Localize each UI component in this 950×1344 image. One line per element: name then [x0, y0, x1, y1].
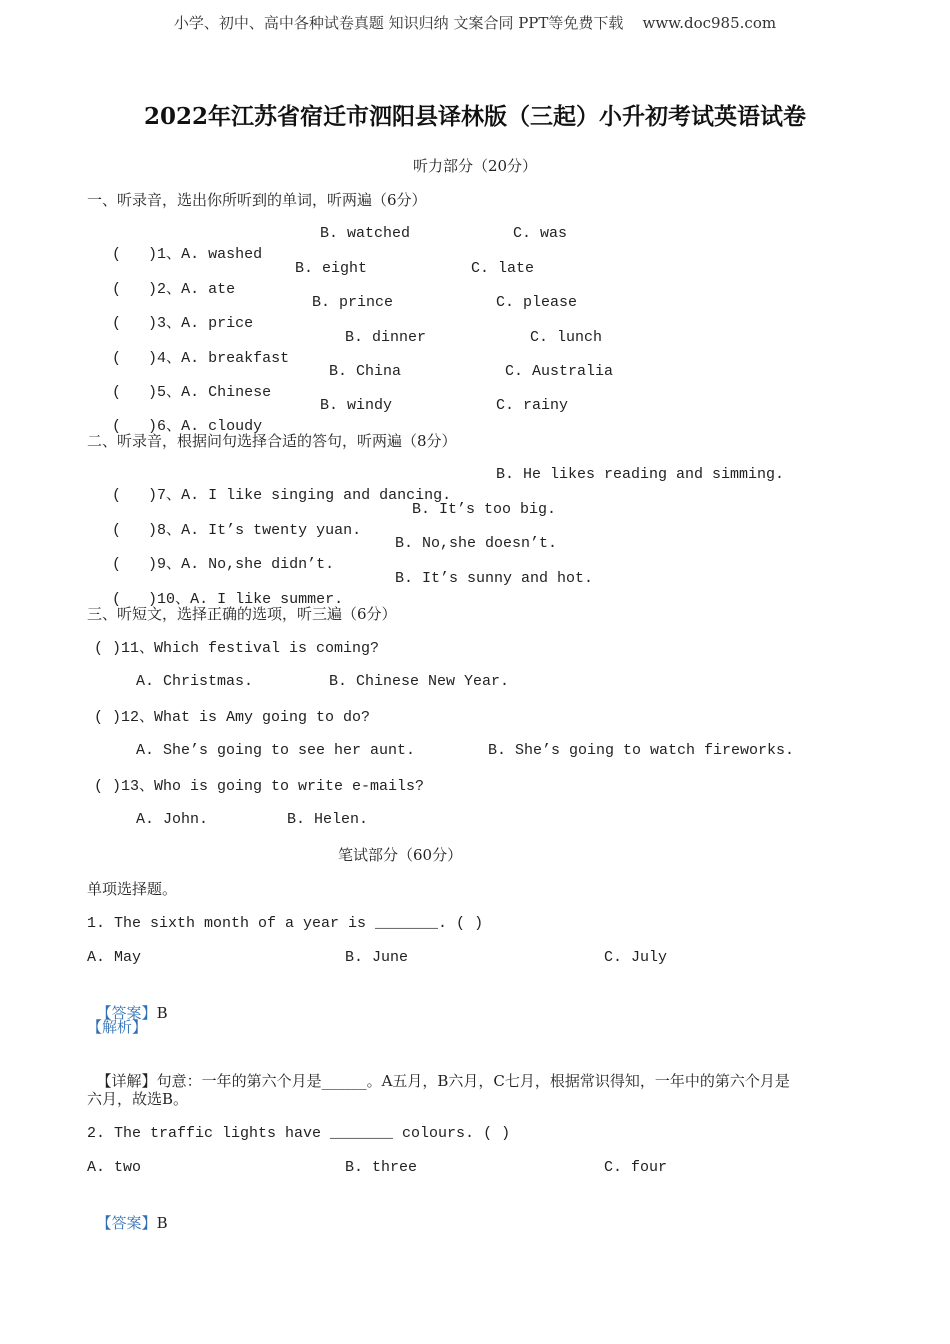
question-10: ( )10、A. I like summer. — [112, 591, 344, 608]
question-w1: 1. The sixth month of a year is _______. ( ) — [87, 915, 484, 932]
question-1: ( )1、A. washed — [112, 246, 263, 263]
question-6: ( )6、A. cloudy — [112, 418, 263, 435]
exam-title: 2022年江苏省宿迁市泗阳县译林版（三起）小升初考试英语试卷 — [143, 103, 806, 130]
written-heading: 笔试部分（60分） — [338, 846, 463, 864]
option-w2c: C. four — [604, 1159, 668, 1176]
option-4c: C. lunch — [530, 329, 603, 346]
option-1b: B. watched — [320, 225, 411, 242]
option-w1c: C. July — [604, 949, 668, 966]
question-11: ( )11、Which festival is coming? — [94, 640, 380, 657]
option-5b: B. China — [329, 363, 402, 380]
option-w2a: A. two — [87, 1159, 142, 1176]
question-12: ( )12、What is Amy going to do? — [94, 709, 371, 726]
option-13a: A. John. — [136, 811, 209, 828]
question-4: ( )4、A. breakfast — [112, 350, 290, 367]
option-9b: B. No,she doesn’t. — [395, 535, 558, 552]
option-6c: C. rainy — [496, 397, 569, 414]
question-5: ( )5、A. Chinese — [112, 384, 272, 401]
option-2b: B. eight — [295, 260, 368, 277]
question-8: ( )8、A. It’s twenty yuan. — [112, 522, 362, 539]
option-10b: B. It’s sunny and hot. — [395, 570, 594, 587]
option-11b: B. Chinese New Year. — [329, 673, 510, 690]
answer-w2: 【答案】B — [96, 1214, 168, 1232]
option-11a: A. Christmas. — [136, 673, 254, 690]
detail-w1-line2: 六月，故选B。 — [87, 1090, 189, 1108]
part3-heading: 三、听短文，选择正确的选项，听三遍（6分） — [87, 605, 397, 623]
question-2: ( )2、A. ate — [112, 281, 236, 298]
option-w1b: B. June — [345, 949, 409, 966]
option-6b: B. windy — [320, 397, 393, 414]
answer-w1: 【答案】B — [96, 1004, 168, 1022]
option-3c: C. please — [496, 294, 578, 311]
option-5c: C. Australia — [505, 363, 614, 380]
option-1c: C. was — [513, 225, 568, 242]
option-12a: A. She’s going to see her aunt. — [136, 742, 416, 759]
option-13b: B. Helen. — [287, 811, 369, 828]
option-12b: B. She’s going to watch fireworks. — [488, 742, 795, 759]
option-w1a: A. May — [87, 949, 142, 966]
question-13: ( )13、Who is going to write e-mails? — [94, 778, 425, 795]
detail-w1-line1: 【详解】句意：一年的第六个月是______。A五月，B六月，C七月，根据常识得知，一年中的第六个月是 — [96, 1072, 790, 1090]
option-4b: B. dinner — [345, 329, 427, 346]
question-w2: 2. The traffic lights have _______ colours. ( ) — [87, 1125, 511, 1142]
part2-heading: 二、听录音，根据问句选择合适的答句，听两遍（8分） — [87, 432, 457, 450]
option-7b: B. He likes reading and simming. — [496, 466, 785, 483]
single-choice-heading: 单项选择题。 — [87, 880, 178, 898]
analysis-w1: 【解析】 — [87, 1018, 148, 1036]
question-7: ( )7、A. I like singing and dancing. — [112, 487, 452, 504]
listening-heading: 听力部分（20分） — [412, 157, 538, 175]
question-9: ( )9、A. No,she didn’t. — [112, 556, 335, 573]
option-w2b: B. three — [345, 1159, 418, 1176]
option-8b: B. It’s too big. — [412, 501, 557, 518]
page-header: 小学、初中、高中各种试卷真题 知识归纳 文案合同 PPT等免费下载 www.doc985.com — [173, 14, 777, 32]
option-2c: C. late — [471, 260, 535, 277]
part1-heading: 一、听录音，选出你所听到的单词，听两遍（6分） — [87, 191, 427, 209]
option-3b: B. prince — [312, 294, 394, 311]
question-3: ( )3、A. price — [112, 315, 254, 332]
